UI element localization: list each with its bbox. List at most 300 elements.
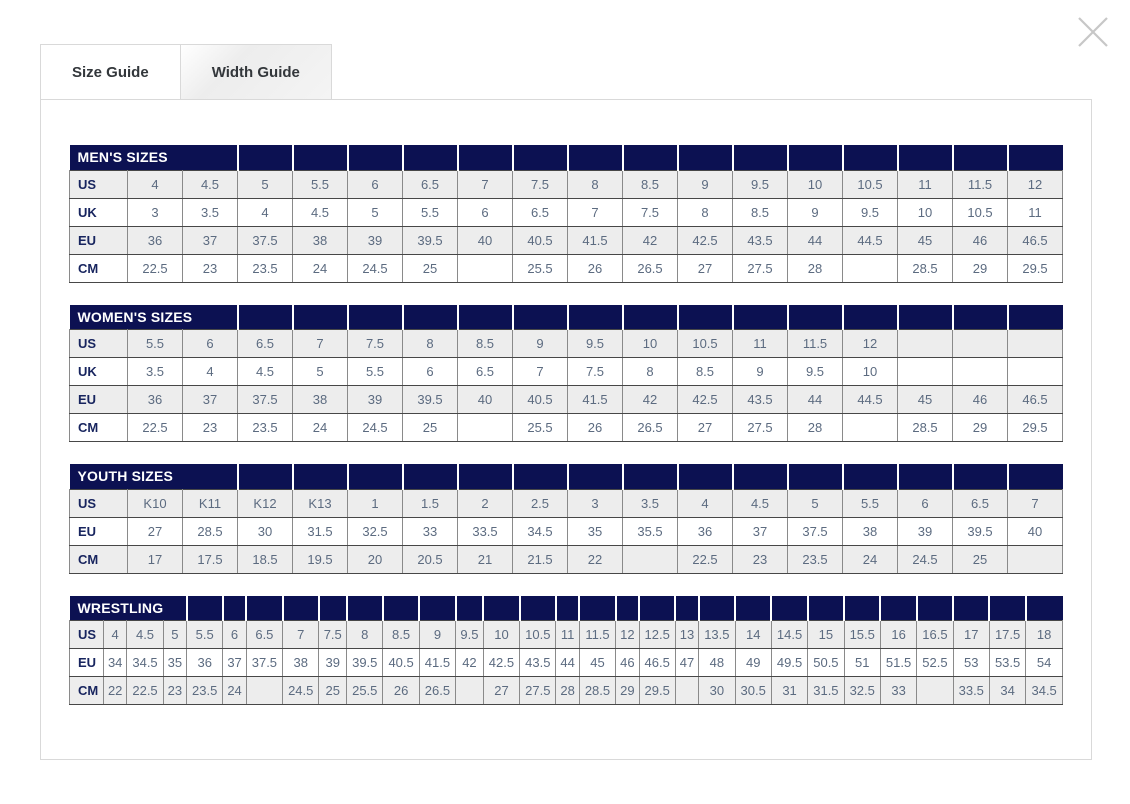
size-cell: 9 (678, 170, 733, 198)
size-cell: 43.5 (733, 226, 788, 254)
size-cell: 9 (419, 621, 455, 649)
size-cell: 10.5 (953, 198, 1008, 226)
size-cell: 44 (788, 226, 843, 254)
table-header-cell (579, 596, 615, 621)
size-cell: 51.5 (880, 649, 916, 677)
size-cell: 46.5 (1008, 386, 1063, 414)
tab-bar (40, 44, 1092, 99)
table-header-cell (568, 145, 623, 170)
table-header-cell (1008, 145, 1063, 170)
table-header-cell (568, 305, 623, 330)
size-cell: 32.5 (844, 677, 880, 705)
table-header-cell (238, 145, 293, 170)
size-cell: 27.5 (733, 254, 788, 282)
size-cell: 42.5 (678, 386, 733, 414)
table-header-cell (556, 596, 579, 621)
size-cell: 10 (843, 358, 898, 386)
size-cell: 29.5 (1008, 254, 1063, 282)
size-cell: 4.5 (238, 358, 293, 386)
table-header-cell (808, 596, 844, 621)
table-header-cell (456, 596, 484, 621)
size-cell: 25.5 (347, 677, 383, 705)
size-cell: 22.5 (128, 414, 183, 442)
table-header-cell (348, 305, 403, 330)
size-cell: 17.5 (989, 621, 1025, 649)
size-cell: 8 (678, 198, 733, 226)
size-cell: 26.5 (419, 677, 455, 705)
size-cell: 39 (319, 649, 347, 677)
row-label: EU (70, 649, 104, 677)
size-cell: 10 (898, 198, 953, 226)
size-cell: 47 (675, 649, 698, 677)
size-cell: 24 (293, 414, 348, 442)
size-guide-modal (40, 44, 1092, 760)
tab-size-guide[interactable] (40, 44, 181, 99)
size-cell: 5 (788, 489, 843, 517)
size-cell: 37.5 (238, 386, 293, 414)
table-header-cell (293, 145, 348, 170)
size-cell: 46.5 (639, 649, 675, 677)
size-cell: 17 (953, 621, 989, 649)
table-header-cell (843, 305, 898, 330)
size-cell: 44.5 (843, 226, 898, 254)
size-cell: 5.5 (403, 198, 458, 226)
size-cell: 7 (458, 170, 513, 198)
size-cell: 4 (678, 489, 733, 517)
size-cell: 27 (678, 414, 733, 442)
size-cell: 35.5 (623, 517, 678, 545)
size-cell: 16.5 (917, 621, 953, 649)
size-cell: 42.5 (483, 649, 519, 677)
size-cell: 53 (953, 649, 989, 677)
size-cell: 23 (733, 545, 788, 573)
size-cell: 26 (568, 414, 623, 442)
size-cell: 17 (128, 545, 183, 573)
table-header-cell (238, 305, 293, 330)
size-cell: 25.5 (513, 414, 568, 442)
size-cell: 10.5 (843, 170, 898, 198)
table-header-cell (458, 305, 513, 330)
table-row (70, 545, 1063, 573)
size-cell: 1.5 (403, 489, 458, 517)
size-cell: 5.5 (348, 358, 403, 386)
size-cell: 52.5 (917, 649, 953, 677)
size-cell: 10 (788, 170, 843, 198)
size-cell: 40 (1008, 517, 1063, 545)
size-cell: 38 (843, 517, 898, 545)
size-cell: 34.5 (513, 517, 568, 545)
size-cell: 28 (788, 414, 843, 442)
row-label: EU (70, 517, 128, 545)
size-cell: 4 (183, 358, 238, 386)
size-cell: 27 (483, 677, 519, 705)
size-cell (456, 677, 484, 705)
row-label: US (70, 330, 128, 358)
row-label: US (70, 621, 104, 649)
size-cell: 11 (1008, 198, 1063, 226)
table-header-cell (771, 596, 807, 621)
table-header-cell (639, 596, 675, 621)
size-cell (458, 254, 513, 282)
size-cell: 31.5 (808, 677, 844, 705)
size-cell: 28.5 (183, 517, 238, 545)
size-cell: 24.5 (348, 414, 403, 442)
table-header-cell (843, 145, 898, 170)
size-cell: 13.5 (699, 621, 735, 649)
table-title: WRESTLING (70, 596, 187, 621)
table-header-cell (788, 145, 843, 170)
size-cell: 30.5 (735, 677, 771, 705)
size-table (69, 464, 1063, 574)
table-header-cell (348, 464, 403, 489)
size-cell: 6.5 (513, 198, 568, 226)
size-cell: 6 (458, 198, 513, 226)
table-title: WOMEN'S SIZES (70, 305, 238, 330)
size-cell: 8 (347, 621, 383, 649)
row-label: CM (70, 677, 104, 705)
table-header-cell (953, 464, 1008, 489)
table-row (70, 649, 1063, 677)
size-cell: 21 (458, 545, 513, 573)
size-cell: 33 (880, 677, 916, 705)
row-label: UK (70, 358, 128, 386)
size-cell: 21.5 (513, 545, 568, 573)
size-cell: 10.5 (520, 621, 556, 649)
size-cell: 7 (513, 358, 568, 386)
size-cell: 8.5 (733, 198, 788, 226)
size-cell: 41.5 (568, 226, 623, 254)
table-row (70, 170, 1063, 198)
size-cell (843, 254, 898, 282)
size-cell: 15.5 (844, 621, 880, 649)
size-cell: 25 (953, 545, 1008, 573)
size-cell: 12 (843, 330, 898, 358)
size-cell: 38 (283, 649, 319, 677)
size-cell: 29 (953, 254, 1008, 282)
size-cell: 4.5 (127, 621, 163, 649)
size-cell: 44 (556, 649, 579, 677)
size-cell: 36 (187, 649, 223, 677)
size-cell: 11.5 (953, 170, 1008, 198)
size-cell: 7 (568, 198, 623, 226)
size-cell: 22 (104, 677, 127, 705)
size-cell: 34.5 (1026, 677, 1063, 705)
size-cell: 8 (623, 358, 678, 386)
size-cell: 34.5 (127, 649, 163, 677)
size-cell: 4.5 (293, 198, 348, 226)
table-header-cell (458, 145, 513, 170)
size-cell: 19.5 (293, 545, 348, 573)
table-header-cell (844, 596, 880, 621)
table-header-cell (347, 596, 383, 621)
size-cell: 28.5 (579, 677, 615, 705)
size-cell: 27 (678, 254, 733, 282)
size-cell: 7.5 (513, 170, 568, 198)
size-cell: 22.5 (128, 254, 183, 282)
size-cell: 8.5 (458, 330, 513, 358)
size-cell: 9.5 (843, 198, 898, 226)
size-cell (458, 414, 513, 442)
size-cell: 7 (293, 330, 348, 358)
size-table (69, 145, 1063, 283)
table-header-cell (319, 596, 347, 621)
table-header-cell (733, 305, 788, 330)
size-cell: 7 (283, 621, 319, 649)
table-row (70, 226, 1063, 254)
size-cell: 24.5 (898, 545, 953, 573)
table-row (70, 254, 1063, 282)
size-table (69, 596, 1063, 706)
size-cell: 14.5 (771, 621, 807, 649)
table-header-cell (1026, 596, 1063, 621)
size-cell: 14 (735, 621, 771, 649)
size-cell: 28.5 (898, 254, 953, 282)
table-header-cell (953, 305, 1008, 330)
table-header-cell (238, 464, 293, 489)
table-row (70, 677, 1063, 705)
table-row (70, 489, 1063, 517)
size-cell: 49 (735, 649, 771, 677)
size-cell: 1 (348, 489, 403, 517)
table-header-cell (513, 145, 568, 170)
size-cell: 3 (128, 198, 183, 226)
size-cell: K12 (238, 489, 293, 517)
size-cell: 36 (678, 517, 733, 545)
table-row (70, 330, 1063, 358)
size-cell: 9.5 (568, 330, 623, 358)
size-cell: 9 (513, 330, 568, 358)
size-cell: 37 (183, 226, 238, 254)
table-header-cell (989, 596, 1025, 621)
size-cell: 5 (163, 621, 186, 649)
size-cell: 6.5 (953, 489, 1008, 517)
size-cell: 46 (953, 386, 1008, 414)
table-header-cell (616, 596, 639, 621)
row-label: US (70, 170, 128, 198)
table-header-cell (735, 596, 771, 621)
size-cell: 7 (1008, 489, 1063, 517)
tab-width-guide[interactable] (181, 44, 332, 99)
size-cell: 39.5 (953, 517, 1008, 545)
size-cell: 42 (456, 649, 484, 677)
size-cell: 42.5 (678, 226, 733, 254)
table-header-cell (483, 596, 519, 621)
size-cell: K11 (183, 489, 238, 517)
size-cell (675, 677, 698, 705)
size-cell (1008, 358, 1063, 386)
size-cell: 26.5 (623, 414, 678, 442)
size-cell: 2.5 (513, 489, 568, 517)
size-cell: 37.5 (238, 226, 293, 254)
size-cell (1008, 545, 1063, 573)
table-header-cell (293, 305, 348, 330)
size-guide-panel (40, 99, 1092, 760)
size-cell: 5 (293, 358, 348, 386)
size-cell (898, 358, 953, 386)
size-cell: 31.5 (293, 517, 348, 545)
size-cell: 4 (238, 198, 293, 226)
size-cell: 11 (556, 621, 579, 649)
table-header-cell (568, 464, 623, 489)
size-cell: 18 (1026, 621, 1063, 649)
size-cell: 3.5 (183, 198, 238, 226)
size-cell: 48 (699, 649, 735, 677)
size-cell: 39.5 (403, 386, 458, 414)
size-cell: 28 (556, 677, 579, 705)
size-cell: 13 (675, 621, 698, 649)
table-header-cell (675, 596, 698, 621)
table-header-cell (403, 305, 458, 330)
table-header-cell (733, 464, 788, 489)
size-cell: 40.5 (513, 226, 568, 254)
table-header-cell (293, 464, 348, 489)
size-cell: 8.5 (678, 358, 733, 386)
size-cell (953, 330, 1008, 358)
size-cell: 26.5 (623, 254, 678, 282)
size-cell: 29.5 (1008, 414, 1063, 442)
size-cell: K13 (293, 489, 348, 517)
table-header-cell (898, 464, 953, 489)
row-label: EU (70, 226, 128, 254)
size-cell (843, 414, 898, 442)
size-cell (898, 330, 953, 358)
size-cell: 23.5 (187, 677, 223, 705)
size-cell: 3.5 (128, 358, 183, 386)
size-cell: 37.5 (246, 649, 282, 677)
size-cell: 12.5 (639, 621, 675, 649)
table-header-cell (898, 145, 953, 170)
size-cell: 23 (163, 677, 186, 705)
size-cell: 39.5 (347, 649, 383, 677)
size-cell: 9.5 (733, 170, 788, 198)
size-cell: 44 (788, 386, 843, 414)
size-cell: 22.5 (678, 545, 733, 573)
size-cell: 9.5 (456, 621, 484, 649)
size-cell: 22.5 (127, 677, 163, 705)
size-cell: 23.5 (238, 414, 293, 442)
size-cell: 23.5 (238, 254, 293, 282)
size-cell: 4 (104, 621, 127, 649)
table-header-cell (383, 596, 419, 621)
size-cell: 42 (623, 226, 678, 254)
table-header-cell (678, 145, 733, 170)
size-cell: 24.5 (348, 254, 403, 282)
size-cell: 26 (568, 254, 623, 282)
size-cell: 24 (843, 545, 898, 573)
size-cell: 54 (1026, 649, 1063, 677)
size-cell: 5 (348, 198, 403, 226)
size-cell: 6 (898, 489, 953, 517)
table-header-cell (788, 464, 843, 489)
table-row (70, 198, 1063, 226)
size-cell: 32.5 (348, 517, 403, 545)
size-cell: 5.5 (843, 489, 898, 517)
size-cell: 23 (183, 254, 238, 282)
size-table (69, 305, 1063, 443)
size-cell: 46.5 (1008, 226, 1063, 254)
size-cell: 43.5 (520, 649, 556, 677)
row-label: CM (70, 254, 128, 282)
size-cell: 44.5 (843, 386, 898, 414)
table-header-cell (1008, 464, 1063, 489)
size-cell: 40 (458, 226, 513, 254)
size-cell: 39 (898, 517, 953, 545)
row-label: CM (70, 414, 128, 442)
table-row (70, 517, 1063, 545)
size-cell: 3.5 (623, 489, 678, 517)
size-cell: 53.5 (989, 649, 1025, 677)
size-cell (917, 677, 953, 705)
table-row (70, 414, 1063, 442)
size-cell: 4.5 (183, 170, 238, 198)
size-cell: 23 (183, 414, 238, 442)
size-cell: 10.5 (678, 330, 733, 358)
size-cell: 24 (293, 254, 348, 282)
size-cell: 39.5 (403, 226, 458, 254)
size-cell: 5 (238, 170, 293, 198)
size-cell: 37 (183, 386, 238, 414)
size-cell: 7.5 (568, 358, 623, 386)
size-cell: 42 (623, 386, 678, 414)
size-cell: 5.5 (293, 170, 348, 198)
size-cell (623, 545, 678, 573)
size-cell: 37 (223, 649, 246, 677)
size-cell: 37 (733, 517, 788, 545)
size-cell: 49.5 (771, 649, 807, 677)
size-cell: 40 (458, 386, 513, 414)
table-header-cell (953, 596, 989, 621)
table-header-cell (880, 596, 916, 621)
size-cell: 10 (483, 621, 519, 649)
table-header-cell (458, 464, 513, 489)
size-cell: 25.5 (513, 254, 568, 282)
table-header-cell (513, 464, 568, 489)
size-cell: 35 (568, 517, 623, 545)
size-cell: 6 (183, 330, 238, 358)
size-cell: 25 (403, 254, 458, 282)
size-cell: 5.5 (187, 621, 223, 649)
table-row (70, 621, 1063, 649)
size-cell: 39 (348, 226, 403, 254)
row-label: CM (70, 545, 128, 573)
size-cell: 20.5 (403, 545, 458, 573)
size-cell: 24 (223, 677, 246, 705)
size-cell: 25 (319, 677, 347, 705)
size-cell: 36 (128, 386, 183, 414)
size-cell: 4 (128, 170, 183, 198)
size-cell (246, 677, 282, 705)
size-cell: 33.5 (458, 517, 513, 545)
size-cell: 36 (128, 226, 183, 254)
row-label: US (70, 489, 128, 517)
size-cell: 12 (616, 621, 639, 649)
table-header-cell (419, 596, 455, 621)
size-cell: 41.5 (568, 386, 623, 414)
size-cell: 40.5 (513, 386, 568, 414)
table-title: YOUTH SIZES (70, 464, 238, 489)
size-cell: 8 (403, 330, 458, 358)
size-cell: 43.5 (733, 386, 788, 414)
size-cell: 29.5 (639, 677, 675, 705)
size-cell: 34 (989, 677, 1025, 705)
size-cell: 6.5 (403, 170, 458, 198)
size-cell: 51 (844, 649, 880, 677)
table-header-cell (788, 305, 843, 330)
table-header-cell (403, 145, 458, 170)
table-row (70, 386, 1063, 414)
size-cell: 2 (458, 489, 513, 517)
size-cell: 41.5 (419, 649, 455, 677)
